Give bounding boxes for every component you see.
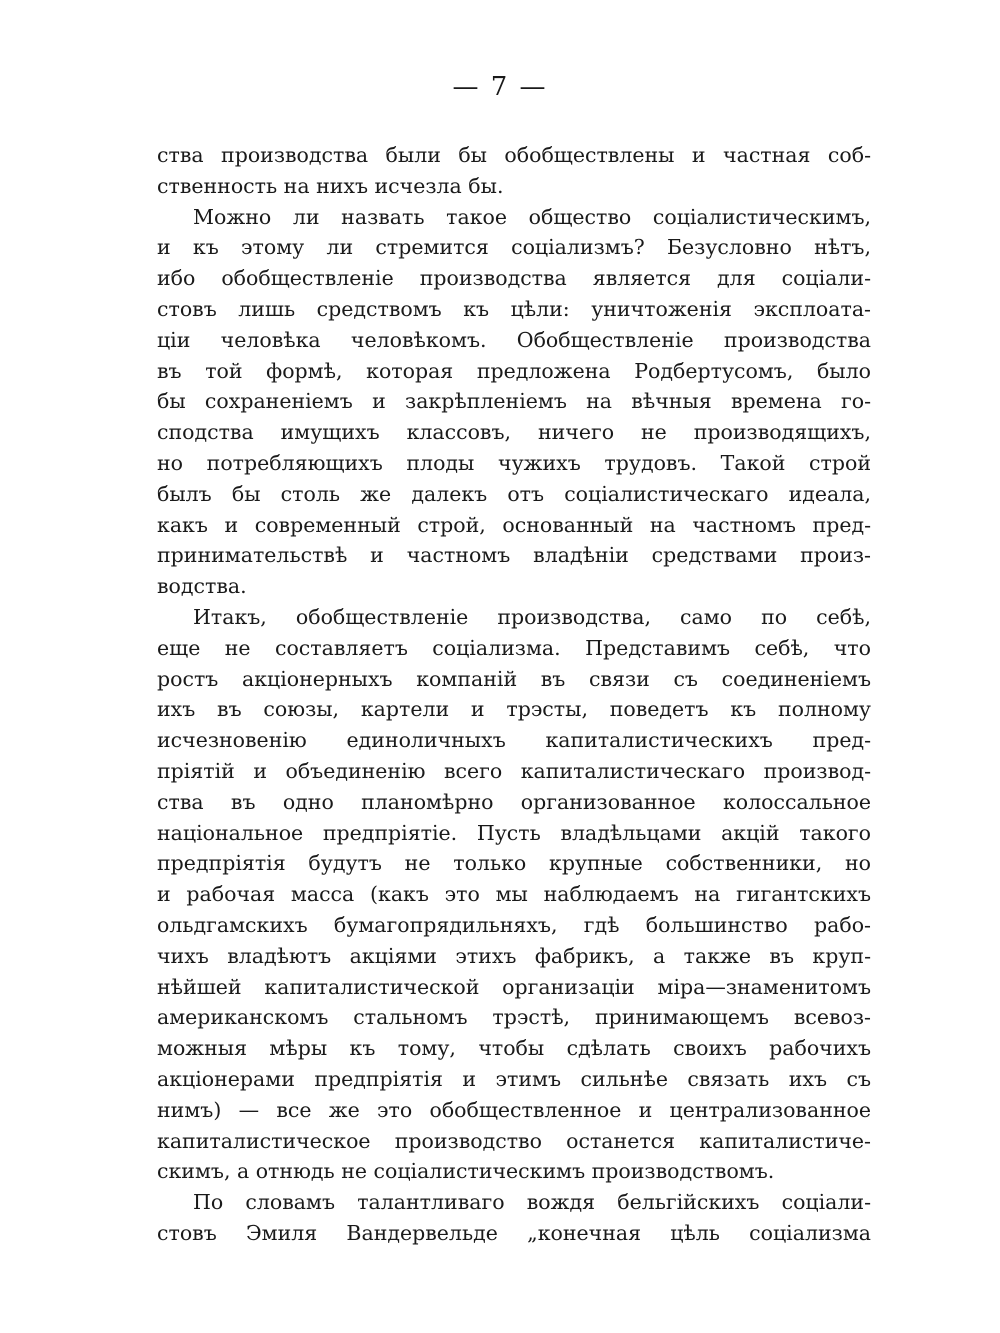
text-line: и къ этому ли стремится соціализмъ? Безусловно нѣтъ, [157, 235, 871, 260]
paragraph [157, 602, 871, 1187]
text-line: исчезновенію единоличныхъ капиталистическихъ пред- [157, 728, 871, 753]
text-line: принимательствѣ и частномъ владѣніи средствами произ- [157, 543, 871, 568]
text-line: еще не составляетъ соціализма. Представимъ себѣ, что [157, 635, 871, 660]
text-line: нимъ) — все же это обобществленное и централизованное [157, 1097, 871, 1122]
body-text [157, 140, 871, 1249]
text-line: скимъ, а отнюдь не соціалистическимъ производствомъ. [157, 1159, 775, 1184]
paragraph [157, 140, 871, 202]
text-line: предпріятія будутъ не только крупные собственники, но [157, 851, 871, 876]
text-line: По словамъ талантливаго вождя бельгійскихъ соціали- [193, 1190, 871, 1215]
text-line: и рабочая масса (какъ это мы наблюдаемъ на гигантскихъ [157, 882, 871, 907]
paragraph [157, 1187, 871, 1249]
text-line: былъ бы столь же далекъ отъ соціалистическаго идеала, [157, 481, 871, 506]
text-line: нѣйшей капиталистической организаціи міра—знаменитомъ [157, 974, 871, 999]
text-line: стовъ лишь средствомъ къ цѣли: уничтоженія эксплоата- [157, 296, 871, 321]
text-line: ціи человѣка человѣкомъ. Обобществленіе производства [157, 327, 871, 352]
text-line: капиталистическое производство останется капиталистиче- [157, 1128, 871, 1153]
text-line: американскомъ стальномъ трэстѣ, принимающемъ всевоз- [157, 1005, 871, 1030]
text-line: сподства имущихъ классовъ, ничего не производящихъ, [157, 420, 871, 445]
text-line: національное предпріятіе. Пусть владѣльцами акцій такого [157, 820, 871, 845]
text-line: какъ и современный строй, основанный на частномъ пред- [157, 512, 871, 537]
text-line: ства производства были бы обобществлены и частная соб- [157, 143, 871, 167]
text-line: но потребляющихъ плоды чужихъ трудовъ. Такой строй [157, 450, 871, 475]
text-line: стовъ Эмиля Вандервельде „конечная цѣль соціализма [157, 1220, 871, 1245]
text-line: пріятій и объединенію всего капиталистическаго производ- [157, 758, 871, 783]
paragraph [157, 202, 871, 602]
text-line: ихъ въ союзы, картели и трэсты, поведетъ къ полному [157, 697, 871, 722]
text-line: водства. [157, 574, 247, 599]
text-line: чихъ владѣютъ акціями этихъ фабрикъ, а также въ круп- [157, 943, 871, 968]
text-line: въ той формѣ, которая предложена Родбертусомъ, было [157, 358, 871, 383]
text-line: ства въ одно планомѣрно организованное колоссальное [157, 789, 871, 814]
text-line: ростъ акціонерныхъ компаній въ связи съ соединеніемъ [157, 666, 871, 691]
text-line: бы сохраненіемъ и закрѣпленіемъ на вѣчныя времена го- [157, 389, 871, 414]
text-line: можныя мѣры къ тому, чтобы сдѣлать своихъ рабочихъ [157, 1036, 871, 1061]
text-line: акціонерами предпріятія и этимъ сильнѣе связать ихъ съ [157, 1066, 871, 1091]
text-line: ственность на нихъ исчезла бы. [157, 173, 504, 198]
text-line: ольдгамскихъ бумагопрядильняхъ, гдѣ большинство рабо- [157, 912, 871, 937]
text-line: ибо обобществленіе производства является для соціали- [157, 266, 871, 291]
text-line: Итакъ, обобществленіе производства, само по себѣ, [193, 604, 871, 629]
text-line: Можно ли назвать такое общество соціалистическимъ, [193, 204, 871, 229]
page-number: — 7 — [452, 72, 548, 102]
